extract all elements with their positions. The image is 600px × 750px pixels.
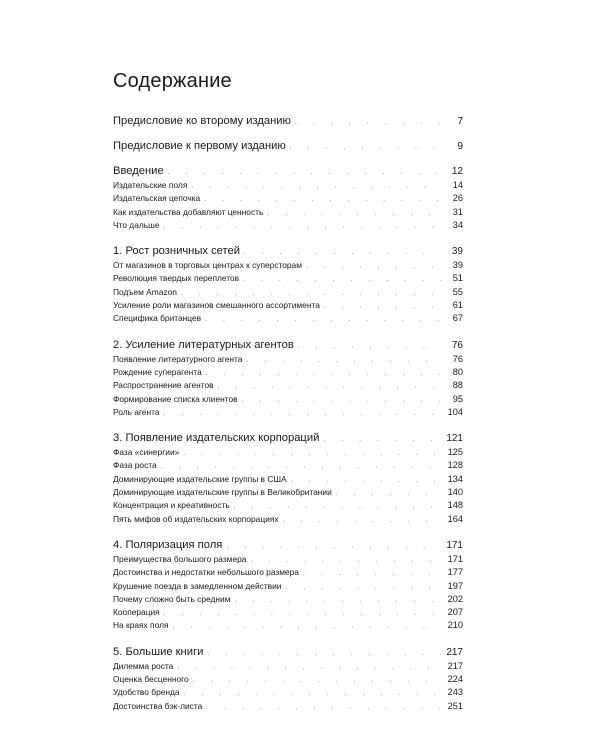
toc-page-number: 95 bbox=[452, 393, 463, 404]
toc-page-number: 134 bbox=[447, 473, 463, 484]
toc-page-number: 217 bbox=[447, 660, 463, 671]
toc-subsection-entry[interactable] bbox=[113, 406, 463, 419]
toc-entry-label: Достоинства бэк-листа bbox=[113, 700, 203, 711]
toc-leader-dots bbox=[163, 407, 441, 420]
toc-page-number: 207 bbox=[447, 607, 463, 618]
toc-leader-dots bbox=[242, 394, 441, 407]
toc-subsection-entry[interactable] bbox=[113, 286, 463, 299]
toc-page-number: 9 bbox=[457, 141, 463, 152]
toc-page-number: 217 bbox=[446, 646, 463, 658]
toc-leader-dots bbox=[207, 646, 441, 662]
toc-entries bbox=[113, 113, 463, 724]
toc-page-number: 39 bbox=[452, 260, 463, 271]
toc-leader-dots bbox=[205, 313, 441, 326]
toc-entry-label: Доминирующие издательские группы в США bbox=[113, 473, 287, 484]
toc-page-number: 128 bbox=[447, 460, 463, 471]
toc-leader-dots bbox=[267, 207, 441, 220]
toc-subsection-entry[interactable] bbox=[113, 206, 463, 219]
toc-page-number: 197 bbox=[447, 580, 463, 591]
toc-page-number: 51 bbox=[452, 273, 463, 284]
toc-leader-dots bbox=[250, 554, 441, 567]
toc-subsection-entry[interactable] bbox=[113, 393, 463, 406]
toc-leader-dots bbox=[177, 661, 441, 674]
toc-page-number: 39 bbox=[451, 246, 463, 258]
toc-title: Содержание bbox=[113, 70, 232, 92]
toc-entry-label: 5. Большие книги bbox=[113, 645, 204, 658]
toc-subsection-entry[interactable] bbox=[113, 513, 463, 526]
toc-page-number: 125 bbox=[447, 447, 463, 458]
toc-entry-label: Удобство бренда bbox=[113, 687, 180, 698]
toc-section bbox=[113, 243, 463, 325]
toc-leader-dots bbox=[226, 539, 441, 555]
toc-subsection-entry[interactable] bbox=[113, 446, 463, 459]
toc-subsection-entry[interactable] bbox=[113, 553, 463, 566]
toc-leader-dots bbox=[234, 500, 441, 513]
toc-entry-label: Рождение суперагента bbox=[113, 366, 202, 377]
toc-page-number: 12 bbox=[451, 166, 463, 177]
toc-entry-label: Пять мифов об издательских корпорациях bbox=[113, 513, 279, 524]
toc-page-number: 104 bbox=[447, 406, 463, 417]
toc-subsection-entry[interactable] bbox=[113, 673, 463, 686]
toc-subsection-entry[interactable] bbox=[113, 593, 463, 606]
toc-leader-dots bbox=[184, 687, 441, 700]
toc-entry-label: Кооперация bbox=[113, 607, 160, 618]
toc-subsection-entry[interactable] bbox=[113, 473, 463, 486]
toc-section bbox=[113, 113, 463, 129]
toc-leader-dots bbox=[183, 447, 441, 460]
toc-entry-label: Подъем Amazon bbox=[113, 286, 177, 297]
toc-subsection-entry[interactable] bbox=[113, 499, 463, 512]
toc-leader-dots bbox=[168, 165, 441, 181]
toc-subsection-entry[interactable] bbox=[113, 179, 463, 192]
toc-entry-label: Революция твердых переплетов bbox=[113, 273, 240, 284]
toc-page-number: 55 bbox=[452, 286, 463, 297]
toc-entry-label: Специфика британцев bbox=[113, 313, 202, 324]
toc-section bbox=[113, 537, 463, 633]
toc-entry-label: Как издательства добавляют ценность bbox=[113, 206, 264, 217]
toc-page-number: 140 bbox=[447, 487, 463, 498]
toc-entry-label: 4. Поляризация поля bbox=[113, 538, 223, 551]
toc-leader-dots bbox=[324, 300, 441, 313]
toc-page-number: 26 bbox=[452, 193, 463, 204]
toc-subsection-entry[interactable] bbox=[113, 580, 463, 593]
toc-subsection-entry[interactable] bbox=[113, 192, 463, 205]
toc-entry-label: Концентрация и креативность bbox=[113, 500, 230, 511]
toc-entry-label: Введение bbox=[113, 165, 164, 177]
toc-subsection-entry[interactable] bbox=[113, 299, 463, 312]
toc-page-number: 80 bbox=[452, 366, 463, 377]
toc-subsection-entry[interactable] bbox=[113, 700, 463, 713]
toc-leader-dots bbox=[234, 594, 441, 607]
toc-entry-label: Оценка бесценного bbox=[113, 674, 189, 685]
toc-leader-dots bbox=[285, 581, 441, 594]
toc-entry-label: Крушение поезда в замедленном действии bbox=[113, 580, 282, 591]
toc-page-number: 202 bbox=[447, 593, 463, 604]
toc-subsection-entry[interactable] bbox=[113, 660, 463, 673]
toc-subsection-entry[interactable] bbox=[113, 379, 463, 392]
toc-leader-dots bbox=[173, 620, 442, 633]
toc-page-number: 210 bbox=[447, 620, 463, 631]
toc-subsection-entry[interactable] bbox=[113, 259, 463, 272]
toc-entry-label: Формирование списка клиентов bbox=[113, 393, 238, 404]
toc-entry-label: Достоинства и недостатки небольшого размера bbox=[113, 567, 299, 578]
toc-subsection-entry[interactable] bbox=[113, 312, 463, 325]
toc-chapter-entry[interactable] bbox=[113, 337, 463, 353]
toc-leader-dots bbox=[246, 354, 441, 367]
toc-page-number: 14 bbox=[452, 180, 463, 190]
toc-leader-dots bbox=[164, 607, 441, 620]
toc-leader-dots bbox=[306, 260, 441, 273]
toc-page-number: 61 bbox=[452, 300, 463, 311]
toc-entry-label: Предисловие ко второму изданию bbox=[113, 115, 291, 127]
toc-section bbox=[113, 337, 463, 419]
toc-entry-label: Фаза «синергии» bbox=[113, 447, 180, 458]
toc-entry-label: Что дальше bbox=[113, 219, 160, 230]
toc-leader-dots bbox=[163, 220, 441, 233]
toc-leader-dots bbox=[283, 514, 441, 527]
toc-section bbox=[113, 163, 463, 232]
toc-subsection-entry[interactable] bbox=[113, 486, 463, 499]
toc-leader-dots bbox=[204, 193, 441, 206]
toc-leader-dots bbox=[181, 287, 441, 300]
toc-subsection-entry[interactable] bbox=[113, 353, 463, 366]
toc-entry-label: Появление литературного агента bbox=[113, 353, 243, 364]
toc-page-number: 7 bbox=[457, 116, 463, 127]
toc-entry-label: Дилемма роста bbox=[113, 660, 174, 671]
toc-leader-dots bbox=[291, 474, 441, 487]
toc-page-number: 243 bbox=[447, 687, 463, 698]
toc-subsection-entry[interactable] bbox=[113, 272, 463, 285]
toc-leader-dots bbox=[323, 432, 441, 448]
toc-page-number: 171 bbox=[446, 539, 463, 551]
toc-entry-label: Распространение агентов bbox=[113, 380, 214, 391]
toc-subsection-entry[interactable] bbox=[113, 566, 463, 579]
toc-chapter-entry[interactable] bbox=[113, 138, 463, 154]
toc-page-number: 31 bbox=[452, 206, 463, 217]
toc-subsection-entry[interactable] bbox=[113, 366, 463, 379]
toc-leader-dots bbox=[303, 567, 441, 580]
toc-leader-dots bbox=[290, 140, 441, 156]
toc-chapter-entry[interactable] bbox=[113, 644, 463, 660]
toc-chapter-entry[interactable] bbox=[113, 537, 463, 553]
toc-chapter-entry[interactable] bbox=[113, 113, 463, 129]
toc-entry-label: Доминирующие издательские группы в Великобритании bbox=[113, 487, 332, 498]
toc-page-number: 224 bbox=[447, 674, 463, 685]
toc-leader-dots bbox=[191, 180, 441, 193]
toc-leader-dots bbox=[193, 674, 441, 687]
toc-leader-dots bbox=[298, 339, 441, 355]
toc-entry-label: Усиление роли магазинов смешанного ассортимента bbox=[113, 300, 320, 311]
toc-entry-label: Преимущества большого размера bbox=[113, 553, 247, 564]
toc-entry-label: Издательские поля bbox=[113, 180, 188, 190]
toc-leader-dots bbox=[243, 273, 441, 286]
toc-page-number: 164 bbox=[447, 513, 463, 524]
toc-page-number: 121 bbox=[446, 433, 463, 445]
toc-section bbox=[113, 138, 463, 154]
toc-chapter-entry[interactable] bbox=[113, 430, 463, 446]
toc-chapter-entry[interactable] bbox=[113, 243, 463, 259]
toc-page-number: 88 bbox=[452, 380, 463, 391]
toc-page-number: 67 bbox=[452, 313, 463, 324]
toc-entry-label: Фаза роста bbox=[113, 460, 157, 471]
toc-subsection-entry[interactable] bbox=[113, 619, 463, 632]
toc-page-number: 148 bbox=[447, 500, 463, 511]
toc-entry-label: Почему сложно быть средним bbox=[113, 593, 231, 604]
toc-subsection-entry[interactable] bbox=[113, 459, 463, 472]
toc-entry-label: Роль агента bbox=[113, 406, 160, 417]
toc-entry-label: Предисловие к первому изданию bbox=[113, 140, 286, 152]
toc-entry-label: На краях поля bbox=[113, 620, 169, 631]
toc-entry-label: Издательская цепочка bbox=[113, 193, 201, 204]
toc-entry-label: От магазинов в торговых центрах к суперсторам bbox=[113, 260, 302, 271]
toc-leader-dots bbox=[161, 460, 441, 473]
toc-section bbox=[113, 430, 463, 526]
toc-entry-label: 2. Усиление литературных агентов bbox=[113, 338, 294, 351]
toc-leader-dots bbox=[336, 487, 441, 500]
toc-page-number: 76 bbox=[452, 353, 463, 364]
toc-page-number: 177 bbox=[447, 567, 463, 578]
toc-leader-dots bbox=[206, 367, 441, 380]
toc-page-number: 171 bbox=[447, 553, 463, 564]
toc-page-number: 251 bbox=[447, 700, 463, 711]
toc-section bbox=[113, 644, 463, 713]
toc-chapter-entry[interactable] bbox=[113, 163, 463, 179]
toc-leader-dots bbox=[218, 380, 441, 393]
toc-subsection-entry[interactable] bbox=[113, 219, 463, 232]
toc-page-number: 76 bbox=[451, 339, 463, 351]
toc-page-number: 34 bbox=[452, 219, 463, 230]
toc-leader-dots bbox=[295, 115, 441, 131]
toc-subsection-entry[interactable] bbox=[113, 686, 463, 699]
toc-subsection-entry[interactable] bbox=[113, 606, 463, 619]
toc-entry-label: 1. Рост розничных сетей bbox=[113, 245, 240, 258]
toc-leader-dots bbox=[206, 701, 441, 714]
toc-entry-label: 3. Появление издательских корпораций bbox=[113, 432, 320, 445]
